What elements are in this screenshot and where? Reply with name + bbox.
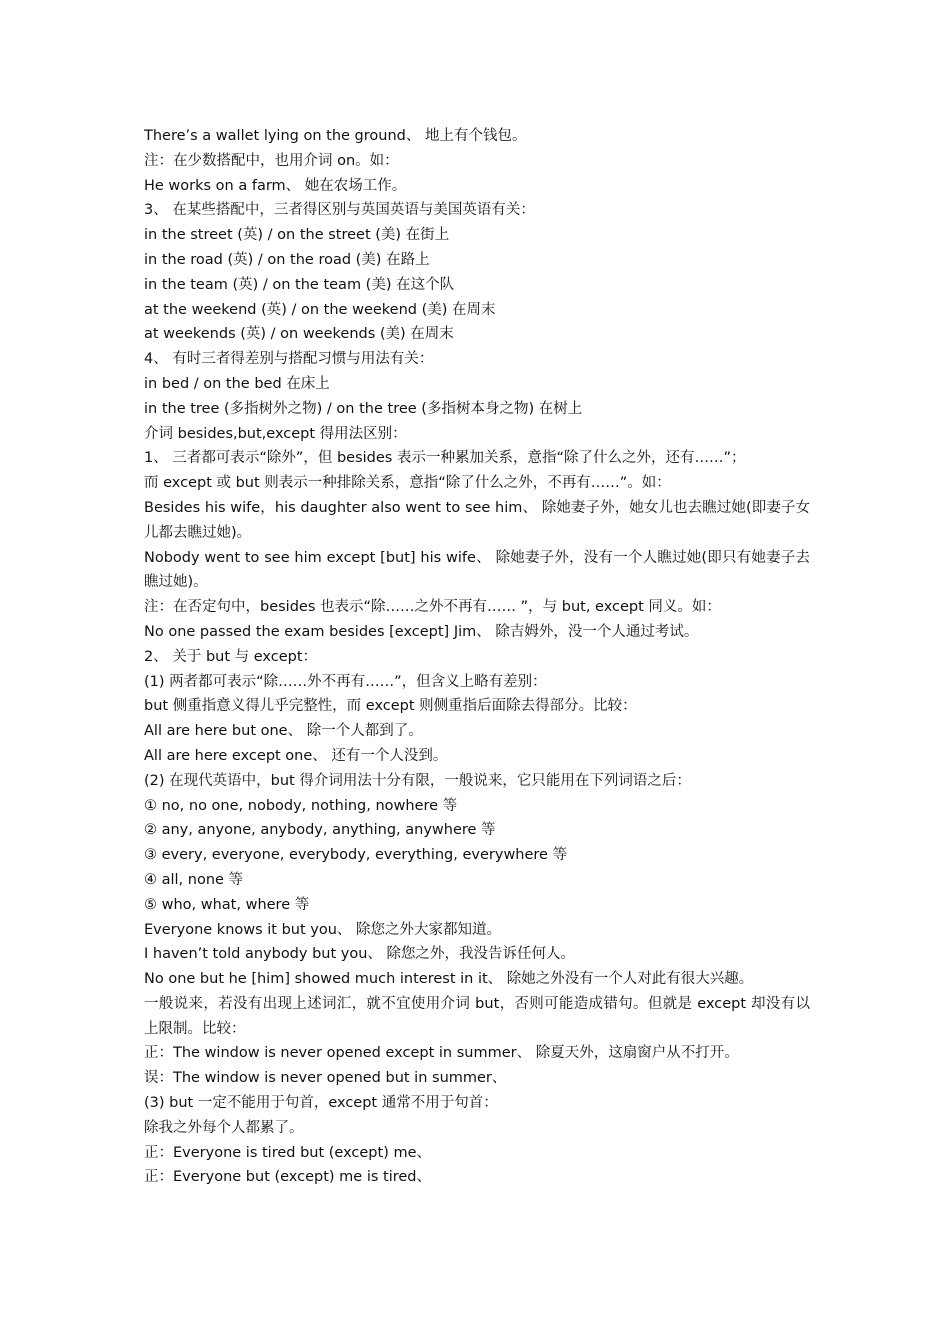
text-line: No one but he [him] showed much interest in it、 除她之外没有一个人对此有很大兴趣。 [144, 971, 754, 988]
text-line: 1、 三者都可表示“除外”，但 besides 表示一种累加关系，意指“除了什么之外，还有……”； [144, 450, 746, 467]
text-line: 2、 关于 but 与 except： [144, 648, 318, 665]
text-line: 3、 在某些搭配中，三者得区别与英国英语与美国英语有关： [144, 202, 535, 219]
text-line: 一般说来，若没有出现上述词汇，就不宜使用介词 but，否则可能造成错句。但就是 except 却没有以上限制。比较： [144, 995, 810, 1037]
text-line: ⑤ who, what, where 等 [144, 896, 310, 913]
text-line: in the road (英) / on the road (美) 在路上 [144, 251, 430, 268]
text-line: 而 except 或 but 则表示一种排除关系，意指“除了什么之外，不再有……”。如： [144, 475, 671, 492]
text-line: 介词 besides,but,except 得用法区别： [144, 425, 407, 442]
text-line: There’s a wallet lying on the ground、 地上有个钱包。 [144, 128, 527, 144]
text-line: in the team (英) / on the team (美) 在这个队 [144, 276, 455, 293]
text-line: 4、 有时三者得差别与搭配习惯与用法有关： [144, 351, 434, 368]
text-line: I haven’t told anybody but you、 除您之外，我没告诉任何人。 [144, 946, 576, 963]
text-line: (2) 在现代英语中，but 得介词用法十分有限，一般说来，它只能用在下列词语之后： [144, 772, 691, 789]
text-line: 注：在少数搭配中，也用介词 on。如： [144, 152, 399, 169]
text-line: (1) 两者都可表示“除……外不再有……”，但含义上略有差别： [144, 673, 547, 690]
text-line: in bed / on the bed 在床上 [144, 375, 330, 392]
text-line: ③ every, everyone, everybody, everything, everywhere 等 [144, 847, 568, 864]
text-line: 正：The window is never opened except in summer、 除夏天外，这扇窗户从不打开。 [144, 1045, 739, 1062]
text-line: Nobody went to see him except [but] his wife、 除她妻子外，没有一个人瞧过她(即只有她妻子去瞧过她)。 [144, 549, 810, 591]
text-line: (3) but 一定不能用于句首，except 通常不用于句首： [144, 1095, 498, 1112]
text-line: ① no, no one, nobody, nothing, nowhere 等 [144, 797, 458, 814]
text-line: Everyone knows it but you、 除您之外大家都知道。 [144, 921, 502, 938]
text-line: All are here except one、 还有一个人没到。 [144, 747, 448, 764]
text-line: ② any, anyone, anybody, anything, anywhere 等 [144, 822, 496, 839]
text-line: 正：Everyone is tired but (except) me、 [144, 1144, 432, 1161]
text-line: No one passed the exam besides [except] Jim、 除吉姆外，没一个人通过考试。 [144, 623, 699, 640]
text-line: He works on a farm、 她在农场工作。 [144, 177, 407, 194]
text-line: in the street (英) / on the street (美) 在街上 [144, 227, 450, 244]
text-line: 除我之外每个人都累了。 [144, 1119, 304, 1136]
text-line: 注：在否定句中，besides 也表示“除……之外不再有…… ”，与 but, except 同义。如： [144, 599, 721, 616]
text-line: ④ all, none 等 [144, 871, 244, 888]
text-line: Besides his wife，his daughter also went to see him、 除她妻子外，她女儿也去瞧过她(即妻子女儿都去瞧过她)。 [144, 499, 810, 541]
text-line: 误：The window is never opened but in summer、 [144, 1070, 507, 1087]
text-line: in the tree (多指树外之物) / on the tree (多指树本身之物) 在树上 [144, 400, 583, 417]
text-line: 正：Everyone but (except) me is tired、 [144, 1169, 432, 1186]
text-line: All are here but one、 除一个人都到了。 [144, 723, 423, 740]
text-line: but 侧重指意义得儿乎完整性，而 except 则侧重指后面除去得部分。比较： [144, 698, 637, 715]
document-body [144, 124, 810, 1190]
text-line: at the weekend (英) / on the weekend (美) 在周末 [144, 301, 496, 318]
text-line: at weekends (英) / on weekends (美) 在周末 [144, 326, 454, 343]
